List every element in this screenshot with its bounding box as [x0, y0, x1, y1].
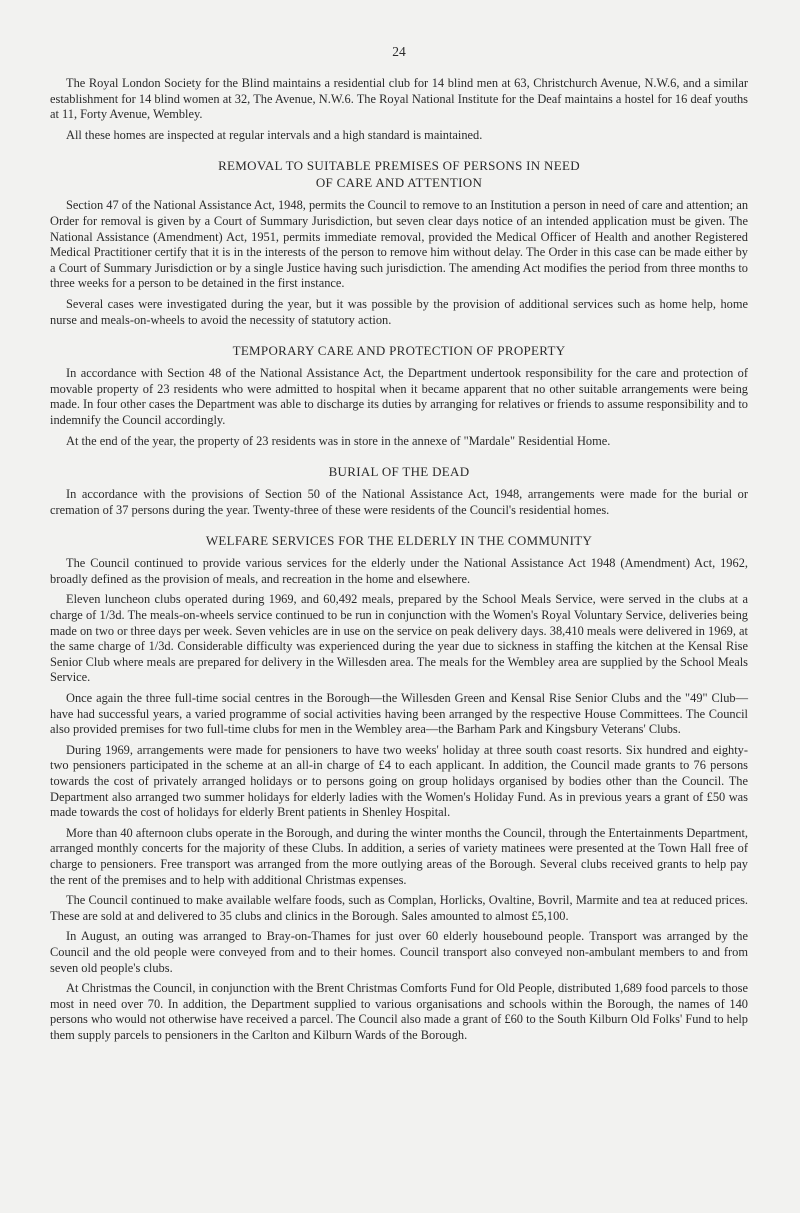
section-heading-line: BURIAL OF THE DEAD	[328, 464, 470, 480]
section	[50, 463, 748, 518]
body-paragraph: Several cases were investigated during the year, but it was possible by the provision of additional services such as home help, home nurse and meals-on-wheels to avoid the necessity of statutory action.	[50, 296, 748, 327]
page-number: 24	[392, 44, 406, 59]
body-paragraph: The Royal London Society for the Blind maintains a residential club for 14 blind men at 63, Christchurch Avenue, N.W.6, and a similar establishment for 14 blind women at 32, The Avenue, N.W.6. The Royal National Institute for the Deaf maintains a hostel for 16 deaf youths at 11, Forty Avenue, Wembley.	[50, 76, 748, 122]
section-heading-line: WELFARE SERVICES FOR THE ELDERLY IN THE COMMUNITY	[205, 533, 593, 549]
body-paragraph: At Christmas the Council, in conjunction with the Brent Christmas Comforts Fund for Old People, distributed 1,689 food parcels to those most in need over 70. In addition, the Department supplied to various organisations and schools within the Borough, the names of 140 persons who would not otherwise have received a parcel. The Council also made a grant of £60 to the South Kilburn Old Folks' Fund to help them supply parcels to pensioners in the Carlton and Kilburn Wards of the Borough.	[50, 981, 748, 1042]
body-paragraph: During 1969, arrangements were made for pensioners to have two weeks' holiday at three south coast resorts. Six hundred and eighty-two pensioners participated in the scheme at an all-in charge of £4 to each applicant. In addition, the Council made grants to 76 persons towards the cost of privately arranged holidays or to persons going on group holidays organised by bodies other than the Council. The Department also arranged two summer holidays for elderly ladies with the Women's Holiday Fund. As in previous years a grant of £50 was made towards the cost of holidays for elderly Brent patients in Shenley Hospital.	[50, 742, 748, 820]
body-paragraph: Section 47 of the National Assistance Act, 1948, permits the Council to remove to an Institution a person in need of care and attention; an Order for removal is given by a Court of Summary Jurisdiction, but seven clear days notice of an intended application must be given. The National Assistance (Amendment) Act, 1951, permits immediate removal, provided the Medical Officer of Health and another Registered Medical Practitioner certify that it is in the interests of the person to remove him without delay. The Order in this case can be made either by a Court of Summary Jurisdiction or by a single Justice having such jurisdiction. The amending Act modifies the period from three months to three weeks for a person to be detained in the first instance.	[50, 198, 749, 291]
section-heading	[50, 157, 748, 191]
body-paragraph: The Council continued to provide various services for the elderly under the National Assistance Act 1948 (Amendment) Act, 1962, broadly defined as the provision of meals, and recreation in the home and elsewhere.	[50, 556, 748, 586]
body-paragraph: In accordance with Section 48 of the National Assistance Act, the Department undertook responsibility for the care and protection of movable property of 23 residents who were admitted to hospital when it became apparent that no other suitable arrangements were being made. In four other cases the Department was able to discharge its duties by arranging for relatives or friends to assume responsibility and to indemnify the Council accordingly.	[50, 366, 748, 427]
section-heading-line: REMOVAL TO SUITABLE PREMISES OF PERSONS IN NEED	[218, 158, 580, 174]
body-paragraph: The Council continued to make available welfare foods, such as Complan, Horlicks, Ovaltine, Bovril, Marmite and tea at reduced prices. These are sold at and delivered to 35 clubs and clinics in the Borough. Sales amounted to almost £5,100.	[50, 893, 748, 923]
section-heading	[50, 532, 748, 549]
section	[50, 157, 748, 328]
body-paragraph: In August, an outing was arranged to Bray-on-Thames for just over 60 elderly housebound people. Transport was arranged by the Council and the old people were conveyed from and to their homes. Council transport also conveyed non-ambulant members to and from seven old people's clubs.	[50, 929, 748, 975]
document-body	[50, 76, 748, 1044]
section-heading-line: TEMPORARY CARE AND PROTECTION OF PROPERTY	[232, 343, 566, 359]
section-heading	[50, 342, 748, 359]
body-paragraph: All these homes are inspected at regular intervals and a high standard is maintained.	[66, 127, 483, 142]
body-paragraph: More than 40 afternoon clubs operate in the Borough, and during the winter months the Council, through the Entertainments Department, arranged monthly concerts for the majority of these Clubs. In addition, a series of variety matinees were presented at the Town Hall free of charge to pensioners. Free transport was arranged from the more outlying areas of the Borough. Several clubs received grants to help pay the rent of the premises and to help with additional Christmas expenses.	[50, 825, 749, 887]
section	[50, 532, 748, 1043]
body-paragraph: At the end of the year, the property of 23 residents was in store in the annexe of "Mardale" Residential Home.	[66, 433, 611, 448]
section-heading-line: OF CARE AND ATTENTION	[315, 175, 483, 191]
body-paragraph: Eleven luncheon clubs operated during 1969, and 60,492 meals, prepared by the School Meals Service, were served in the clubs at a charge of 1/3d. The meals-on-wheels service continued to be run in conjunction with the Women's Royal Voluntary Service, deliveries being made on two or three days per week. Seven vehicles are in use on the service on peak delivery days. 38,410 meals were delivered in 1969, at the same charge of 1/3d. Considerable difficulty was experienced during the year due to sickness in staffing the kitchen at the Kensal Rise Senior Club where meals are prepared for delivery in the Willesden area. The meals for the Wembley area are supplied by the School Meals Service.	[50, 592, 748, 685]
body-paragraph: Once again the three full-time social centres in the Borough—the Willesden Green and Kensal Rise Senior Clubs and the "49" Club—have had successful years, a varied programme of social activities having been arranged by the respective House Committees. The Council also provided premises for two full-time clubs for men in the Wembley area—the Barham Park and Kingsbury Veterans' Clubs.	[50, 691, 748, 737]
body-paragraph: In accordance with the provisions of Section 50 of the National Assistance Act, 1948, arrangements were made for the burial or cremation of 37 persons during the year. Twenty-three of these were residents of the Council's residential homes.	[50, 487, 748, 517]
section	[50, 76, 748, 143]
section-heading	[50, 463, 748, 480]
section	[50, 342, 748, 449]
